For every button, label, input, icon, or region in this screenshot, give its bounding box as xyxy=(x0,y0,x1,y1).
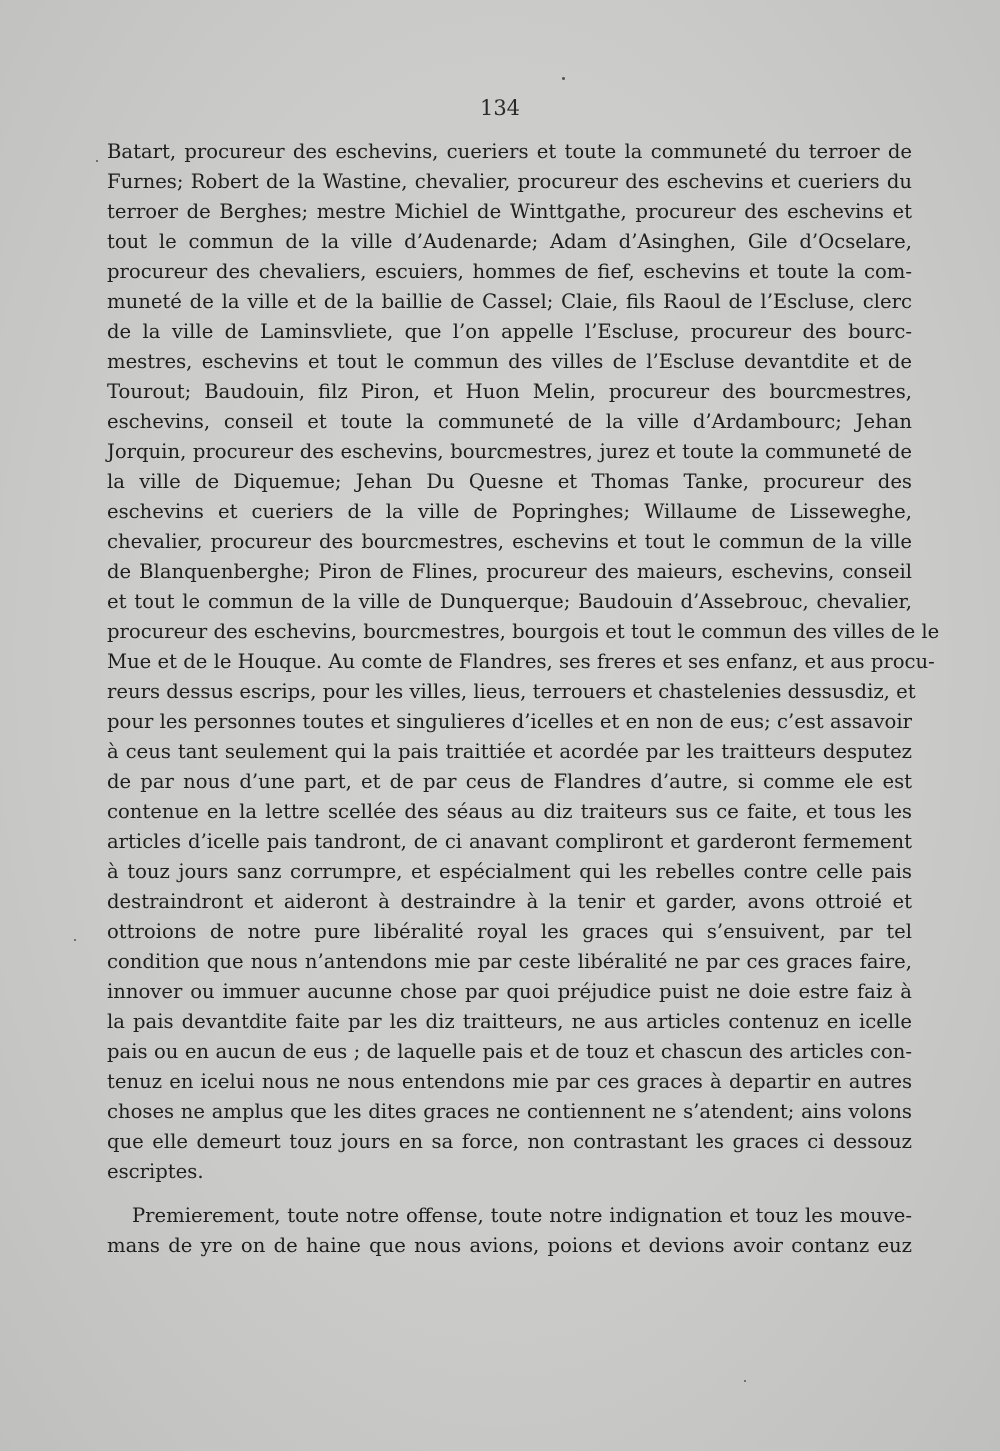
text-line: articles d’icelle pais tandront, de ci anavant compliront et garderont fermement xyxy=(107,830,912,853)
text-line: escriptes. xyxy=(107,1160,204,1183)
text-line: tenuz en icelui nous ne nous entendons mie par ces graces à departir en autres xyxy=(107,1070,912,1093)
paper-speck xyxy=(562,77,565,80)
text-line: pour les personnes toutes et singulieres d’icelles et en non de eus; c’est assavoir xyxy=(107,710,912,733)
text-line: eschevins et cueriers de la ville de Popringhes; Willaume de Lisseweghe, xyxy=(107,500,912,523)
text-line: muneté de la ville et de la baillie de Cassel; Claie, fils Raoul de l’Escluse, clerc xyxy=(107,290,912,313)
text-line: mans de yre on de haine que nous avions, poions et devions avoir contanz euz xyxy=(107,1234,912,1257)
text-line: procureur des chevaliers, escuiers, hommes de fief, eschevins et toute la com- xyxy=(107,260,912,283)
paper-speck xyxy=(74,939,76,941)
text-line: Premierement, toute notre offense, toute notre indignation et touz les mouve- xyxy=(132,1204,912,1227)
text-line: procureur des eschevins, bourcmestres, bourgois et tout le commun des villes de le xyxy=(107,620,940,643)
text-line: que elle demeurt touz jours en sa force, non contrastant les graces ci dessouz xyxy=(107,1130,912,1153)
text-line: eschevins, conseil et toute la communeté de la ville d’Ardambourc; Jehan xyxy=(107,410,912,433)
paragraph xyxy=(107,137,940,1187)
text-line: de par nous d’une part, et de par ceus de Flandres d’autre, si comme ele est xyxy=(107,770,912,793)
text-line: condition que nous n’antendons mie par ceste libéralité ne par ces graces faire, xyxy=(107,950,912,973)
text-line: choses ne amplus que les dites graces ne contiennent ne s’atendent; ains volons xyxy=(107,1100,912,1123)
page-number: 134 xyxy=(479,96,521,120)
text-line: ottroions de notre pure libéralité royal les graces qui s’ensuivent, par tel xyxy=(107,920,912,943)
text-line: reurs dessus escrips, pour les villes, lieus, terrouers et chastelenies dessusdiz, et xyxy=(107,680,916,703)
text-line: mestres, eschevins et tout le commun des villes de l’Escluse devantdite et de xyxy=(107,350,912,373)
text-line: et tout le commun de la ville de Dunquerque; Baudouin d’Assebrouc, chevalier, xyxy=(107,590,912,613)
text-line: pais ou en aucun de eus ; de laquelle pais et de touz et chascun des articles con- xyxy=(107,1040,912,1063)
text-line: de Blanquenberghe; Piron de Flines, procureur des maieurs, eschevins, conseil xyxy=(107,560,912,583)
text-line: à touz jours sanz corrumpre, et espécialment qui les rebelles contre celle pais xyxy=(107,860,912,883)
text-line: destraindront et aideront à destraindre à la tenir et garder, avons ottroié et xyxy=(107,890,912,913)
paragraph xyxy=(107,1201,912,1261)
text-body xyxy=(107,137,940,1261)
text-line: terroer de Berghes; mestre Michiel de Winttgathe, procureur des eschevins et xyxy=(107,200,912,223)
text-line: Mue et de le Houque. Au comte de Flandres, ses freres et ses enfanz, et aus procu- xyxy=(107,650,935,673)
paper-speck xyxy=(96,160,98,162)
text-line: Furnes; Robert de la Wastine, chevalier, procureur des eschevins et cueriers du xyxy=(107,170,912,193)
paper-speck xyxy=(744,1380,746,1382)
text-line: la pais devantdite faite par les diz traitteurs, ne aus articles contenuz en icelle xyxy=(107,1010,912,1033)
text-line: de la ville de Laminsvliete, que l’on appelle l’Escluse, procureur des bourc- xyxy=(107,320,912,343)
text-line: tout le commun de la ville d’Audenarde; Adam d’Asinghen, Gile d’Ocselare, xyxy=(107,230,912,253)
text-line: contenue en la lettre scellée des séaus au diz traiteurs sus ce faite, et tous les xyxy=(107,800,912,823)
text-line: Tourout; Baudouin, filz Piron, et Huon Melin, procureur des bourcmestres, xyxy=(107,380,912,403)
text-line: la ville de Diquemue; Jehan Du Quesne et Thomas Tanke, procureur des xyxy=(107,470,912,493)
paragraph-gap xyxy=(107,1187,912,1201)
text-line: Jorquin, procureur des eschevins, bourcmestres, jurez et toute la communeté de xyxy=(107,440,912,463)
text-line: chevalier, procureur des bourcmestres, eschevins et tout le commun de la ville xyxy=(107,530,912,553)
text-line: innover ou immuer aucunne chose par quoi préjudice puist ne doie estre faiz à xyxy=(107,980,912,1003)
text-line: à ceus tant seulement qui la pais traittiée et acordée par les traitteurs desputez xyxy=(107,740,912,763)
text-line: Batart, procureur des eschevins, cueriers et toute la communeté du terroer de xyxy=(107,140,912,163)
